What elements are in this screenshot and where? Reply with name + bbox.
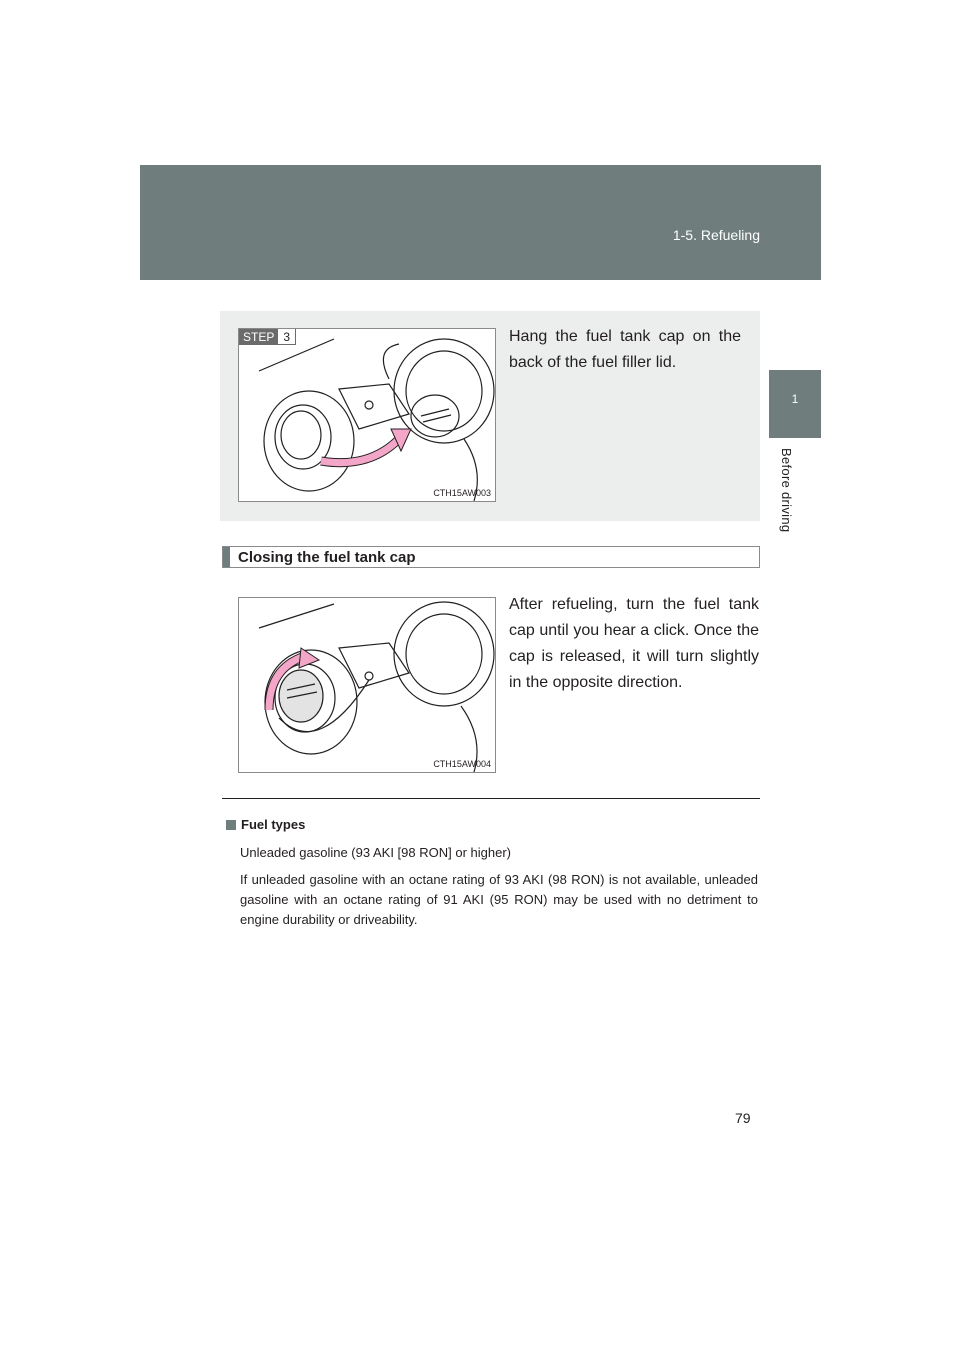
bullet-square-icon [226,820,236,830]
closing-heading-text: Closing the fuel tank cap [238,548,416,566]
fuel-cap-close-illustration [239,598,495,772]
figure-code: CTH15AW004 [433,759,491,769]
heading-bar [223,547,230,567]
step-3-figure [238,328,496,502]
step-badge [239,329,296,345]
figure-code: CTH15AW003 [433,488,491,498]
page-number: 79 [735,1110,751,1126]
step-3-panel [220,311,760,521]
step-badge-word: STEP [239,329,278,345]
chapter-caption: Before driving [779,448,794,533]
fuel-types-paragraph: Unleaded gasoline (93 AKI [98 RON] or higher) [240,845,511,860]
section-divider [222,798,760,799]
fuel-types-paragraph: If unleaded gasoline with an octane rating of 93 AKI (98 RON) is not available, unleaded gasoline with an octane rating of 91 AKI (95 RON) may be used with no detriment to engine durability or driveability. [240,872,758,927]
fuel-types-heading [226,817,305,832]
step-badge-number: 3 [278,329,296,345]
closing-figure [238,597,496,773]
chapter-tab[interactable] [769,370,821,438]
fuel-types-heading-text: Fuel types [241,817,306,832]
closing-instruction: After refueling, turn the fuel tank cap until you hear a click. Once the cap is released, it will turn slightly in the opposite direction. [509,596,759,691]
fuel-cap-hang-illustration [239,329,495,501]
step-3-instruction: Hang the fuel tank cap on the back of the fuel filler lid. [509,328,741,371]
section-label: 1-5. Refueling [672,227,760,243]
chapter-tab-number: 1 [791,392,799,406]
header-band [140,165,821,280]
closing-heading [222,546,760,568]
